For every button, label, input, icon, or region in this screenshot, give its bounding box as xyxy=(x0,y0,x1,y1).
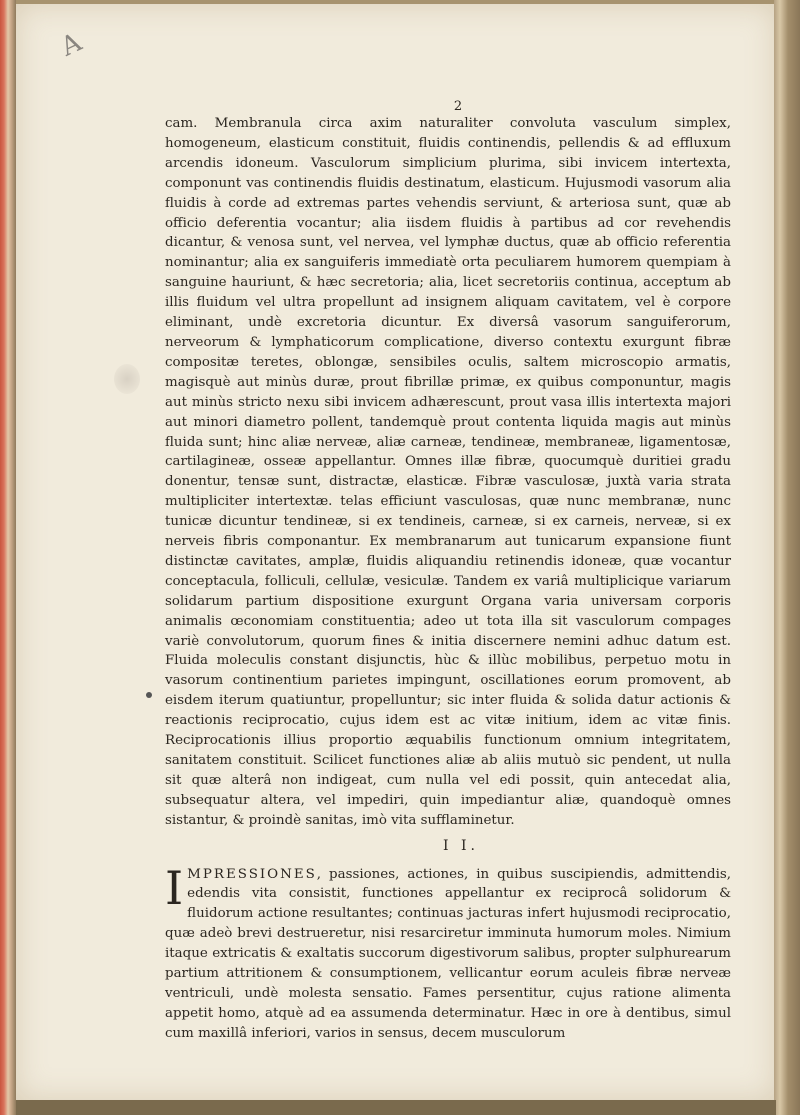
paper-stain xyxy=(114,364,140,394)
book-page xyxy=(16,4,776,1100)
paragraph-2-text: , passiones, actiones, in quibus suscipiendis, admittendis, edendis vita consistit, functiones appellantur ex reciprocâ solidorum & fluidorum actione resultantes; continuas jacturas infert hujusmodi reciprocatio, quæ adeò brevi destrueretur, nisi resarciretur imminuta humorum moles. Nimium itaque extricatis & exaltatis succorum digestivorum salibus, propter sulphurearum partium attritionem & consumptionem, vellicantur eorum aculeis fibræ nerveæ ventriculi, undè molesta sensatio. Fames persentitur, cujus ratione alimenta appetit homo, atquè ad ea assumenda determinatur. Hæc in ore à dentibus, simul cum maxillâ inferiori, varios in sensus, decem musculorum xyxy=(165,866,731,1041)
paragraph-2 xyxy=(165,860,731,1044)
corner-pencil-mark: A xyxy=(56,27,87,63)
book-binding-edge xyxy=(0,0,16,1115)
small-caps-word: MPRESSIONES xyxy=(187,866,317,882)
page-number: 2 xyxy=(453,99,463,114)
section-heading: I I. xyxy=(443,837,479,854)
right-page-edge xyxy=(774,0,800,1115)
bottom-scan-edge xyxy=(16,1100,776,1115)
page-text-block xyxy=(165,100,731,1044)
paragraph-1: cam. Membranula circa axim naturaliter convoluta vasculum simplex, homogeneum, elasticum constituit, fluidis continendis, pellendis & ad effluxum arcendis idoneum. Vasculorum simplicium plurima, sibi invicem intertexta, componunt vas continendis fluidis destinatum, elasticum. Hujusmodi vasorum alia fluidis à corde ad extremas partes vehendis serviunt, & arteriosa sunt, quæ ab officio deferentia vocantur; alia iisdem fluidis à partibus ad cor revehendis dicantur, & venosa sunt, vel nervea, vel lymphæ ductus, quæ ab officio referentia nominantur; alia ex sanguiferis immediatè orta peculiarem humorem quempiam à sanguine hauriunt, & hæc secretoria; alia, licet secretoriis continua, acceptum ab illis fluidum vel ultra propellunt ad insignem aliquam cavitatem, vel è corpore eliminant, undè excretoria dicuntur. Ex diversâ vasorum sanguiferorum, nerveorum & lymphaticorum complicatione, diverso contextu exurgunt fibræ compositæ teretes, oblongæ, sensibiles oculis, saltem microscopio armatis, magisquè aut minùs duræ, prout fibrillæ primæ, ex quibus componuntur, magis aut minùs stricto nexu sibi invicem adhærescunt, prout vasa illis intertexta majori aut minori diametro pollent, tandemquè prout contenta liquida magis aut minùs fluida sunt; hinc aliæ nerveæ, aliæ carneæ, tendineæ, membraneæ, ligamentosæ, cartilagineæ, osseæ appellantur. Omnes illæ fibræ, quocumquè duritiei gradu donentur, tensæ sunt, distractæ, elasticæ. Fibræ vasculosæ, juxtà varia strata multipliciter intertextæ. telas efficiunt vasculosas, quæ nunc membranæ, nunc tunicæ dicuntur tendineæ, si ex tendineis, carneæ, si ex carneis, nerveæ, si ex nerveis fibris componantur. Ex membranarum aut tunicarum expansione fiunt distinctæ cavitates, amplæ, fluidis aliquandiu retinendis idoneæ, quæ vocantur conceptacula, folliculi, cellulæ, vesiculæ. Tandem ex variâ multiplicique variarum solidarum partium dispositione exurgunt Organa varia universam corporis animalis œconomiam constituentia; adeo ut tota illa sit vasculorum compages variè convolutorum, quorum fines & initia discernere nemini adhuc datum est. Fluida moleculis constant disjunctis, hùc & illùc mobilibus, perpetuo motu in vasorum continentium parietes impingunt, oscillationes eorum promovent, ab eisdem iterum quatiuntur, propelluntur; sic inter fluida & solida datur actionis & reactionis reciprocatio, cujus idem est ac vitæ initium, idem ac vitæ finis. Reciprocationis illius proportio æquabilis functionum omnium integritatem, sanitatem constituit. Scilicet functiones aliæ ab aliis mutuò sic pendent, ut nulla sit quæ alterâ non indigeat, cum nulla vel edi possit, quin antecedat alia, subsequatur altera, vel impediri, quin impediantur aliæ, quandoquè omnes sistantur, & proindè sanitas, imò vita sufflaminetur. xyxy=(165,116,731,828)
margin-ink-dot xyxy=(146,692,152,698)
drop-cap-letter: I xyxy=(165,860,184,915)
